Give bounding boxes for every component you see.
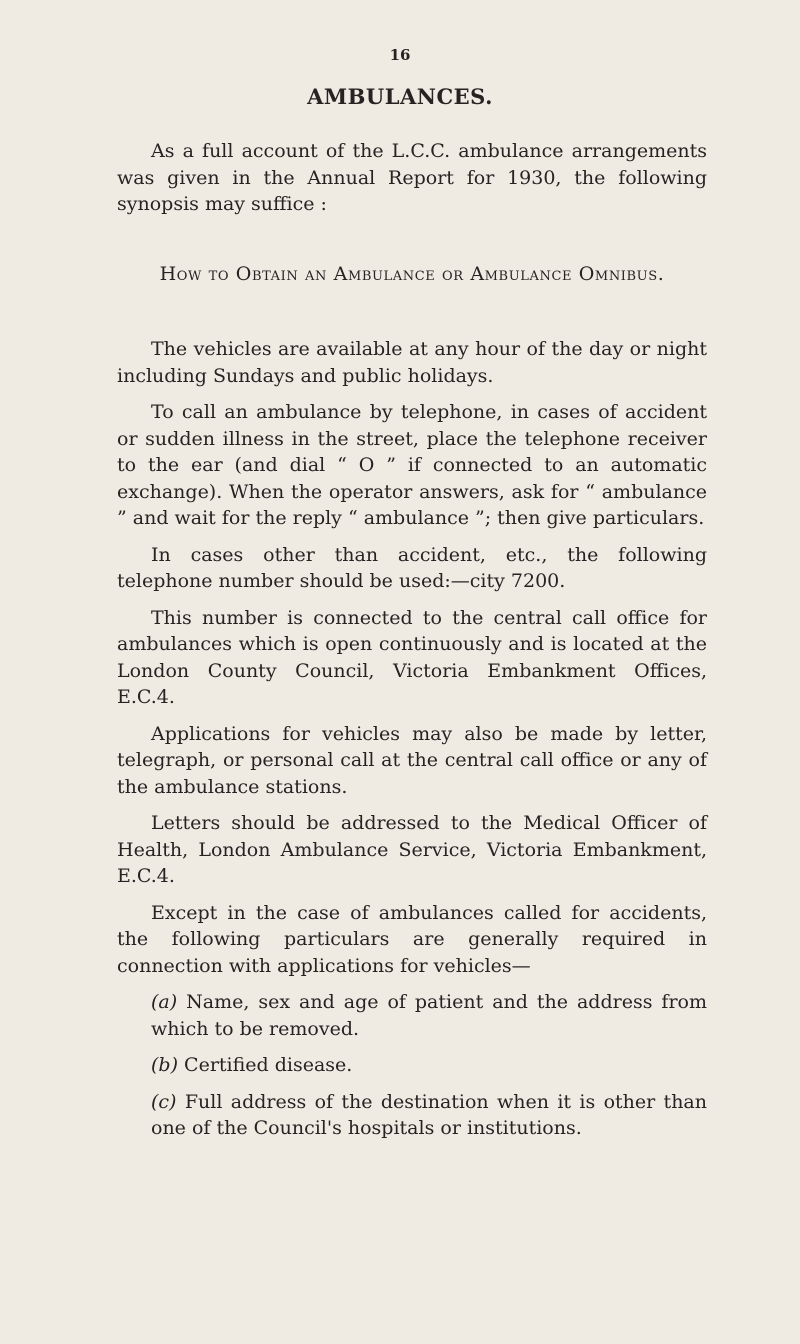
list-item-label: (b) xyxy=(151,1054,178,1076)
subheading-text: How to Obtain an Ambulance or Ambulance Omnibus. xyxy=(159,263,665,285)
list-item-label: (a) xyxy=(151,991,178,1013)
list-item-text: Name, sex and age of patient and the address from which to be removed. xyxy=(151,991,707,1040)
subheading xyxy=(117,258,707,291)
paragraph-particulars: Except in the case of ambulances called for accidents, the following particulars are generally required in connection with applications for vehicles— xyxy=(117,901,707,977)
list-item xyxy=(151,1052,707,1079)
paragraph-telephone-number: In cases other than accident, etc., the following telephone number should be used:—city 7200. xyxy=(117,543,707,592)
intro-block xyxy=(117,138,707,218)
section-title: AMBULANCES. xyxy=(307,84,493,109)
paragraph-applications: Applications for vehicles may also be made by letter, telegraph, or personal call at the central call office or any of the ambulance stations. xyxy=(117,722,707,798)
content-block xyxy=(117,336,707,1152)
page-number: 16 xyxy=(389,46,411,64)
paragraph-availability: The vehicles are available at any hour of the day or night including Sundays and public holidays. xyxy=(117,338,707,387)
intro-paragraph: As a full account of the L.C.C. ambulance arrangements was given in the Annual Report for 1930, the following synopsis may suffice : xyxy=(117,140,707,215)
paragraph-central-office: This number is connected to the central call office for ambulances which is open continuously and is located at the London County Council, Victoria Embankment Offices, E.C.4. xyxy=(117,606,707,708)
list-item-text: Certified disease. xyxy=(184,1054,353,1076)
paragraph-letters: Letters should be addressed to the Medical Officer of Health, London Ambulance Service, Victoria Embankment, E.C.4. xyxy=(117,812,707,887)
paragraph-telephone-call: To call an ambulance by telephone, in cases of accident or sudden illness in the street, place the telephone receiver to the ear (and dial “ O ” if connected to an automatic exchange). When the operator answers, ask for “ ambulance ” and wait for the reply “ ambulance ”; then give particulars. xyxy=(117,401,707,529)
list-item xyxy=(151,1089,707,1142)
list-item-label: (c) xyxy=(151,1090,177,1113)
list-item-text: Full address of the destination when it is other than one of the Council's hospitals or institutions. xyxy=(151,1090,707,1139)
list-item xyxy=(151,989,707,1042)
